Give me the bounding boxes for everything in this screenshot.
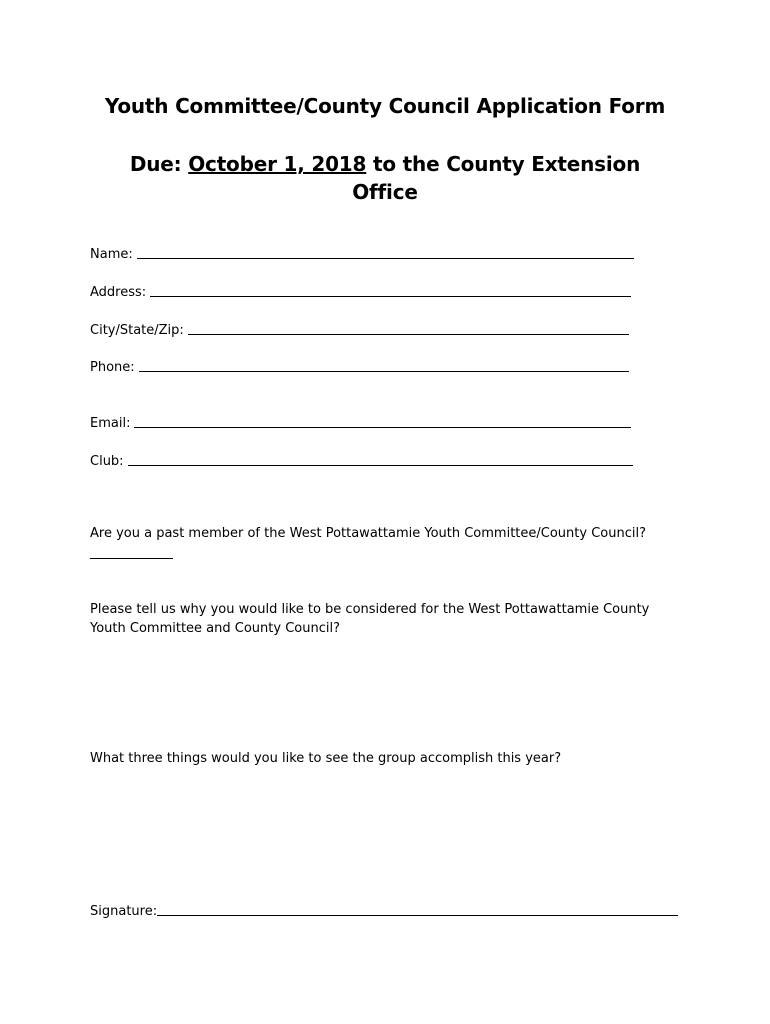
why-considered-question: Please tell us why you would like to be considered for the West Pottawattamie County Youth Committee and County Council?: [90, 602, 650, 636]
city-state-zip-label: City/State/Zip:: [90, 323, 184, 338]
address-field[interactable]: [90, 280, 631, 300]
name-input-line[interactable]: [137, 258, 634, 259]
email-field[interactable]: [90, 411, 631, 431]
name-field[interactable]: [90, 242, 634, 262]
past-member-question: Are you a past member of the West Pottawattamie Youth Committee/County Council?: [90, 526, 646, 541]
signature-field[interactable]: [90, 899, 678, 919]
phone-field[interactable]: [90, 355, 629, 375]
address-input-line[interactable]: [150, 296, 631, 297]
form-title: Youth Committee/County Council Application Form: [104, 94, 666, 118]
city-state-zip-input-line[interactable]: [188, 334, 629, 335]
city-state-zip-field[interactable]: [90, 318, 629, 338]
email-label: Email:: [90, 416, 131, 431]
due-suffix: to the County Extension Office: [352, 152, 641, 204]
email-input-line[interactable]: [134, 427, 631, 428]
address-label: Address:: [90, 285, 147, 300]
three-things-question: What three things would you like to see the group accomplish this year?: [90, 751, 562, 766]
name-label: Name:: [90, 247, 133, 262]
club-input-line[interactable]: [128, 465, 633, 466]
due-date: October 1, 2018: [188, 152, 367, 176]
past-member-answer-line[interactable]: [90, 558, 173, 559]
signature-input-line[interactable]: [157, 915, 678, 916]
club-label: Club:: [90, 454, 124, 469]
phone-label: Phone:: [90, 360, 135, 375]
due-prefix: Due:: [129, 152, 189, 176]
signature-label: Signature:: [90, 904, 158, 919]
phone-input-line[interactable]: [139, 371, 629, 372]
due-statement: [100, 150, 670, 206]
club-field[interactable]: [90, 449, 633, 469]
